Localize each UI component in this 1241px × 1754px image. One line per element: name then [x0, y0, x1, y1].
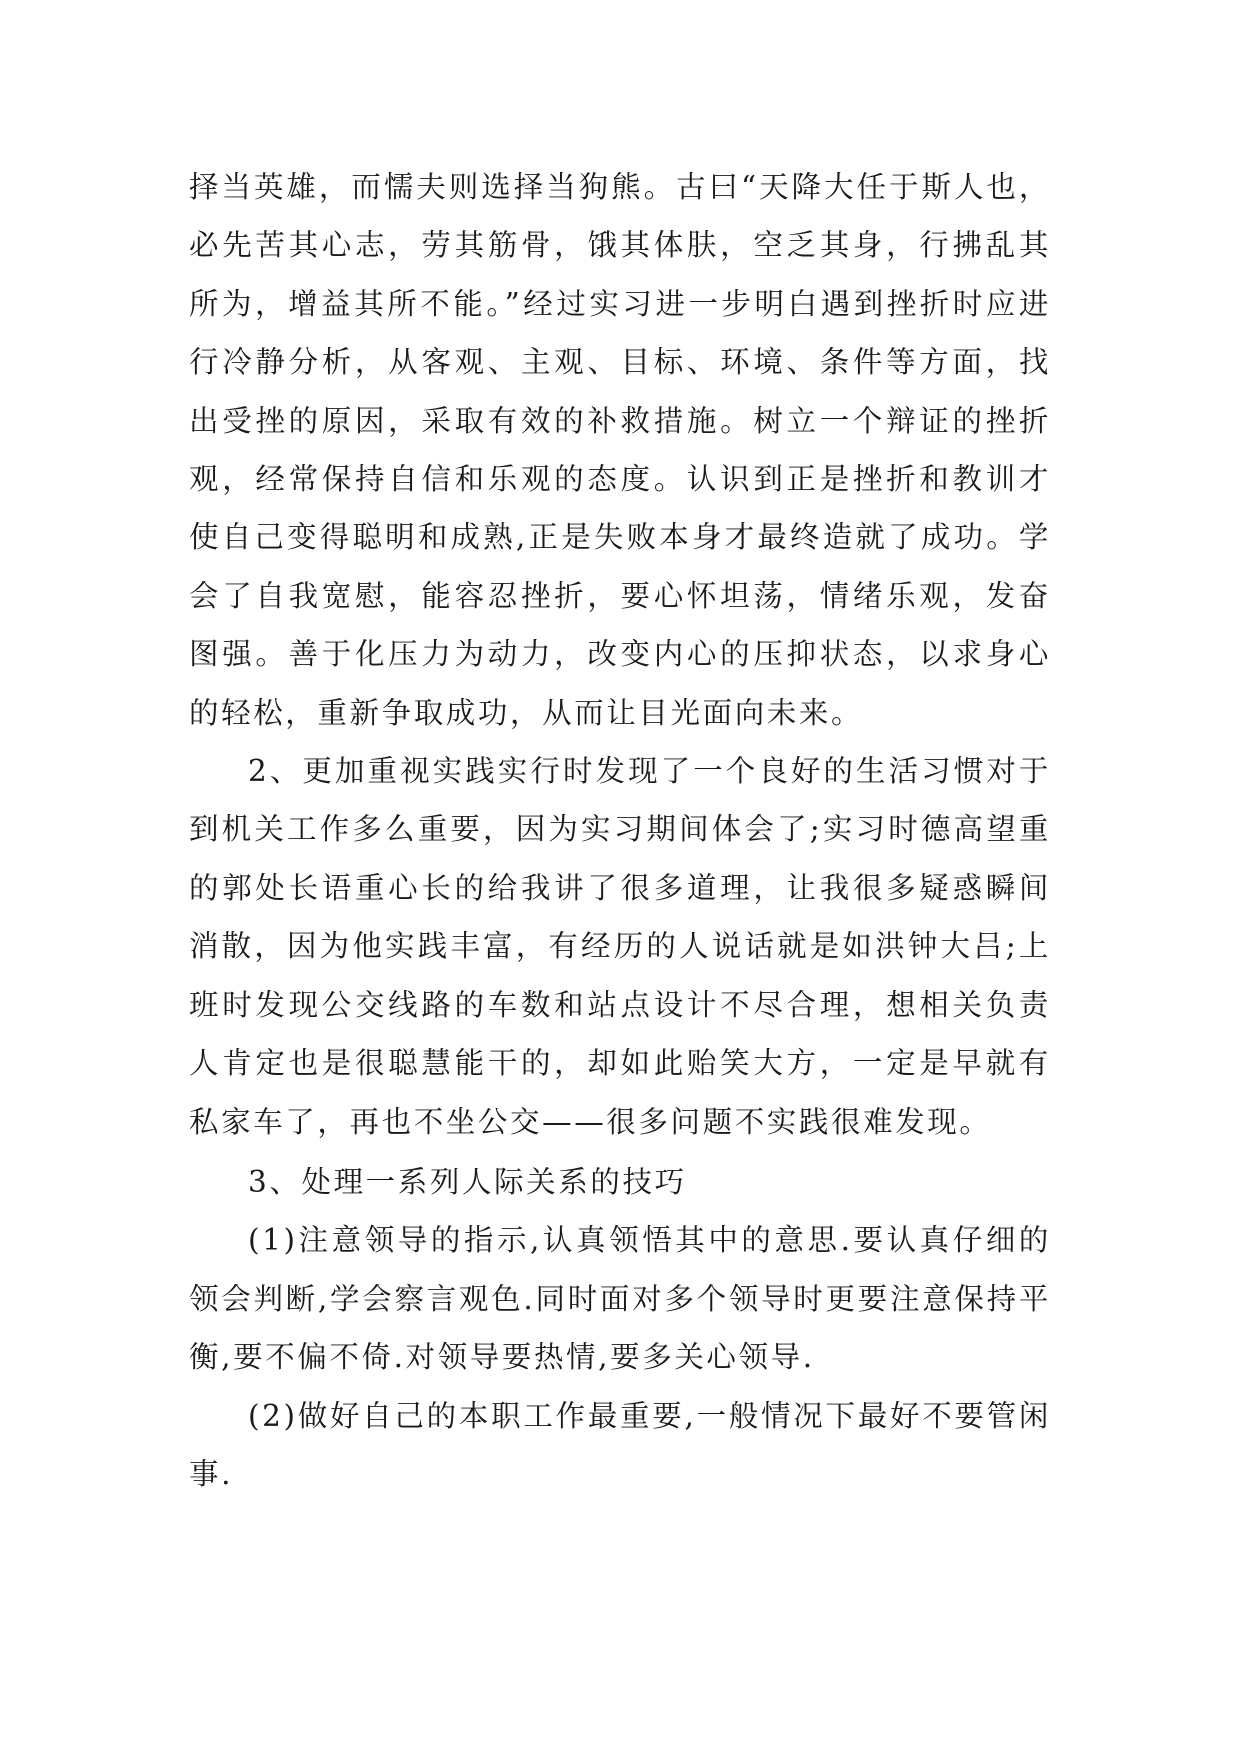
paragraph-frustration-outlook: 择当英雄，而懦夫则选择当狗熊。古曰“天降大任于斯人也，必先苦其心志，劳其筋骨，饿其体肤，空乏其身，行拂乱其所为，增益其所不能。”经过实习进一步明白遇到挫折时应进行冷静分析，从客观、主观、目标、环境、条件等方面，找出受挫的原因，采取有效的补救措施。树立一个辩证的挫折观，经常保持自信和乐观的态度。认识到正是挫折和教训才使自己变得聪明和成熟,正是失败本身才最终造就了成功。学会了自我宽慰，能容忍挫折，要心怀坦荡，情绪乐观，发奋图强。善于化压力为动力，改变内心的压抑状态，以求身心的轻松，重新争取成功，从而让目光面向未来。 [189, 170, 1051, 730]
paragraph-leader-instructions: (1)注意领导的指示,认真领悟其中的意思.要认真仔细的领会判断,学会察言观色.同时面对多个领导时更要注意保持平衡,要不偏不倚.对领导要热情,要多关心领导. [189, 1223, 1051, 1375]
document-body [189, 158, 1051, 1503]
paragraph-interpersonal-skills-heading: 3、处理一系列人际关系的技巧 [248, 1164, 687, 1199]
paragraph-own-duties: (2)做好自己的本职工作最重要,一般情况下最好不要管闲事. [189, 1398, 1051, 1491]
paragraph-value-practice: 2、更加重视实践实行时发现了一个良好的生活习惯对于到机关工作多么重要，因为实习期间体会了;实习时德高望重的郭处长语重心长的给我讲了很多道理，让我很多疑惑瞬间消散，因为他实践丰富，有经历的人说话就是如洪钟大吕;上班时发现公交线路的车数和站点设计不尽合理，想相关负责人肯定也是很聪慧能干的，却如此贻笑大方，一定是早就有私家车了，再也不坐公交——很多问题不实践很难发现。 [189, 754, 1051, 1139]
